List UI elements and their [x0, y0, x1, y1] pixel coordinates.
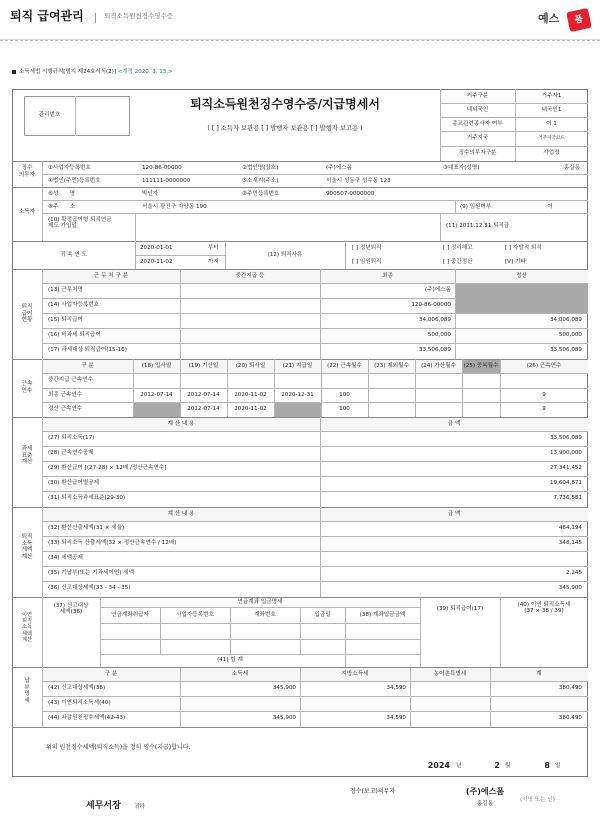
deferral-col-amount: (38) 계좌입금금액 [359, 612, 406, 618]
tax-calc-col-desc: 계 산 내 용 [167, 511, 195, 517]
withholder-type-label: 징수의무자구분 [458, 150, 497, 156]
tax-base-col-amount: 금 액 [447, 421, 461, 427]
payment-income-tax: 345,900 [272, 715, 296, 721]
service-col-years: (26) 근속연수 [526, 363, 562, 369]
withholder-type-value: 사업장 [543, 150, 560, 156]
tax-base-row-label: (29) 환산급여 [(27-28) × 12배 /정산근속연수] [48, 465, 167, 471]
tax-calc-row-label: (36) 신고대상세액(33 - 34 - 35) [48, 585, 131, 591]
issue-month-unit: 월 [505, 763, 511, 769]
retire-pay-section-label: 퇴직 급여 현황 [21, 304, 33, 324]
earner-section-label: 소득자 [18, 209, 36, 215]
payment-income-tax: 345,900 [272, 685, 296, 691]
tax-base-row-amount: 7,736,581 [553, 495, 582, 501]
service-hire-date: 2012-07-14 [140, 392, 173, 398]
reason-retirement-age[interactable]: [ ] 정년퇴직 [352, 245, 382, 251]
tax-calc-row-label: (35) 기납부(또는 기과세이연) 세액 [48, 570, 135, 576]
earner-address-label: ⑧주 소 [48, 204, 76, 210]
service-col-type: 구 분 [81, 363, 94, 369]
pension-plan-label: (10) 확정급여형 퇴직연금 제도 가입일 [48, 217, 112, 230]
period-to-date: 2020-11-02 [140, 259, 173, 265]
service-pay-date: 2020-12-31 [281, 392, 314, 398]
reason-executive[interactable]: [ ] 임원퇴직 [352, 259, 382, 265]
tax-calc-row-amount: 345,900 [558, 585, 582, 591]
period-from-date: 2020-01-01 [140, 245, 173, 251]
issue-month: 2 [494, 761, 500, 770]
pension-plan-date: (11) 2011.12.31.퇴직금 [446, 223, 510, 229]
deferral-col-account: 계좌번호 [254, 612, 276, 618]
logo-badge: 폼 [566, 8, 592, 32]
tax-calc-section-label: 퇴직 소득 세액 계산 [21, 534, 33, 561]
retire-pay-row-label: (13) 근무처명 [48, 287, 83, 293]
deferral-col-39: (39) 퇴직급여(17) [436, 606, 484, 612]
corp-reg-value: 111111-0000000 [142, 178, 191, 184]
earner-resident-label: ⑦주민등록번호 [242, 191, 280, 197]
payment-col-type: 구 분 [104, 671, 118, 677]
retire-pay-final-value: 120-86-00000 [411, 302, 451, 308]
retire-pay-col-final: 최종 [382, 273, 393, 279]
retire-pay-row-label: (15) 퇴직급여 [48, 317, 83, 323]
payment-row-label: (43) 이연퇴직소득세(40) [48, 700, 111, 706]
service-months: 100 [339, 406, 350, 412]
service-col-hire: (18) 입사일 [141, 363, 172, 369]
executive-label: (9) 임원여부 [460, 204, 492, 210]
religious-label: 종교관련종사자 여부 [452, 121, 503, 127]
tax-calc-row-amount: 348,145 [558, 540, 582, 546]
service-months: 100 [339, 392, 350, 398]
brand-logo[interactable] [538, 10, 593, 30]
mgmt-number-label: 관리번호 [38, 112, 61, 118]
shaded-cell [134, 403, 180, 417]
tax-base-col-desc: 계 산 내 용 [167, 421, 195, 427]
earner-name-label: ⑥성 명 [48, 191, 76, 197]
deferral-col-provider: 연금계좌취급자 [111, 612, 149, 618]
retire-pay-row-label: (14) 사업자등록번호 [48, 302, 100, 308]
payment-col-total: 계 [536, 671, 542, 677]
tax-base-row-amount: 27,341,452 [549, 465, 582, 471]
service-start-date: 2012-07-14 [187, 392, 220, 398]
payment-total: 380,490 [558, 715, 582, 721]
retire-pay-final-value: 33,506,089 [418, 347, 451, 353]
ceo-value: 홍길동 [563, 165, 580, 171]
tax-calc-row-amount: 464,194 [558, 525, 582, 531]
service-years: 9 [542, 406, 546, 412]
retire-pay-settle-value: 34,006,089 [549, 317, 582, 323]
logo-text: 예스 [538, 12, 560, 25]
tax-calc-row-label: (33) 퇴직소득 산출세액(32 × 정산근속연수 / 12배) [48, 540, 177, 546]
retire-pay-settle-value: 33,506,089 [549, 347, 582, 353]
revision-note: <개정 2020. 3. 13.> [117, 69, 173, 75]
issue-day: 8 [544, 761, 550, 770]
retire-pay-col-interim: 중간지급 등 [235, 273, 265, 279]
service-col-added: (24) 가산월수 [421, 363, 456, 369]
shaded-cell [275, 403, 321, 417]
tax-base-row-amount: 33,506,089 [549, 435, 582, 441]
payment-col-local-tax: 지방소득세 [341, 671, 369, 677]
nationality-label: 내외국인 [466, 107, 489, 113]
earner-name-value: 박인자 [142, 191, 159, 197]
app-header [0, 0, 600, 40]
issue-year: 2024 [427, 761, 450, 770]
payment-local-tax: 34,590 [386, 685, 406, 691]
withholding-receipt-form [0, 40, 600, 839]
retire-pay-row-label: (16) 비과세 퇴직급여 [48, 332, 101, 338]
residency-value: 거주자1 [541, 93, 562, 99]
service-years: 9 [542, 392, 546, 398]
period-label: 귀 속 연 도 [60, 252, 87, 258]
country-value: 거주지국코드 [538, 136, 565, 141]
payer-company: (주)에스폼 [465, 787, 505, 796]
service-section-label: 근속 연수 [21, 381, 33, 394]
service-col-duplicate: (25) 중복월수 [463, 363, 499, 369]
tax-calc-row-label: (32) 환산산출세액(31 × 세율) [48, 525, 125, 531]
tax-base-section-label: 과세 표준 계산 [21, 446, 33, 466]
form-title: 퇴직소득원천징수영수증/지급명세서 [190, 97, 380, 111]
reason-voluntary[interactable]: [ ] 자발적 퇴직 [505, 245, 542, 251]
deferral-col-bizno: 사업자등록번호 [176, 612, 214, 618]
service-row-label: 최종 근속연수 [48, 392, 83, 398]
deferral-total-label: (41) 합 계 [217, 657, 243, 663]
service-leave-date: 2020-11-02 [234, 392, 267, 398]
tax-base-row-label: (31) 퇴직소득과세표준(29-30) [48, 495, 126, 501]
tax-base-row-amount: 13,900,000 [549, 450, 582, 456]
religious-value: 여 1 [546, 121, 557, 127]
country-label: 거주지국 [466, 135, 489, 141]
period-to-suffix: 까지 [208, 259, 219, 265]
retire-pay-final-value: (주)에스폼 [425, 287, 451, 293]
retire-pay-settle-value: 500,000 [558, 332, 582, 338]
service-start-date: 2012-07-14 [187, 406, 220, 412]
service-col-pay: (21) 지급일 [282, 363, 313, 369]
tax-calc-col-amount: 금 액 [447, 511, 461, 517]
corp-address-label: ⑤소재지(주소) [242, 178, 279, 184]
deferral-col-37: (37) 신고대상 세액(36) [53, 603, 89, 616]
biz-no-label: ①사업자등록번호 [48, 165, 91, 171]
copy-type-options[interactable]: ( [ ] 소득자 보관용 [ ] 발행자 보관용 [ ] 발행자 보고용 ) [207, 125, 363, 132]
deferral-col-40: (40) 이연 퇴직소득세 (37 × 38 / 39) [517, 602, 571, 615]
tax-base-row-amount: 19,604,871 [549, 480, 582, 486]
service-row-label: 중간지급 근속연수 [48, 377, 94, 383]
service-row-label: 정산 근속연수 [48, 406, 83, 412]
form-reference: 소득세법 시행규칙[별지 제24호서식(2)] <개정 2020. 3. 13.> [12, 69, 173, 75]
earner-address-value: 서울시 광진구 자양동 190 [142, 204, 207, 210]
executive-value: 여 [547, 204, 553, 210]
nationality-value: 내국인1 [541, 107, 562, 113]
tax-base-row-label: (30) 환산급여별공제 [48, 480, 100, 486]
payment-section-label: 납 부 명 세 [24, 678, 30, 705]
issue-year-unit: 년 [456, 763, 462, 769]
app-title: 퇴직 급여관리 [10, 9, 84, 23]
retire-pay-row-label: (17) 과세대상 퇴직급여(15-16) [48, 347, 127, 353]
withholder-section-label: 징수 의무자 [18, 165, 36, 178]
shaded-cell [456, 284, 588, 313]
payer-label: 징수(보고)의무자 [350, 788, 396, 795]
deferral-col-date: 입금일 [314, 612, 331, 618]
deferral-account-header: 연금계좌 입금명세 [237, 599, 283, 605]
payer-representative: 홍길동 [476, 801, 494, 807]
breadcrumb: 퇴직소득원천징수영수증 [104, 12, 174, 20]
deferral-section-label: 이연 퇴직 소득 세액 계산 [21, 612, 33, 643]
earner-resident-value: 900507-0000000 [326, 191, 375, 197]
sign-note: (서명 또는 인) [520, 797, 555, 803]
ceo-label: ③대표자(성명) [443, 165, 480, 171]
corp-name-value: (주)에스폼 [326, 165, 352, 171]
retire-pay-final-value: 500,000 [427, 332, 451, 338]
tax-calc-row-amount: 2,245 [565, 570, 582, 576]
service-col-leave: (20) 퇴사일 [235, 363, 266, 369]
tax-calc-row-label: (34) 세액공제 [48, 555, 83, 561]
period-from-suffix: 부터 [208, 245, 219, 251]
payment-row-label: (42) 신고대상세액(36) [48, 685, 106, 691]
retire-pay-col-settle: 정산 [516, 273, 527, 279]
service-col-start: (19) 기산일 [188, 363, 219, 369]
bullet-square-icon [12, 70, 16, 74]
tax-base-row-label: (28) 근속연수공제 [48, 450, 94, 456]
service-leave-date: 2020-11-02 [234, 406, 267, 412]
payment-local-tax: 34,590 [386, 715, 406, 721]
tax-office-suffix: 귀하 [134, 804, 145, 810]
reason-other[interactable]: [V] 기타 [505, 259, 526, 265]
tax-base-row-label: (27) 퇴직소득(17) [48, 435, 95, 441]
retire-reason-label: (12) 퇴직사유 [267, 252, 303, 258]
payment-total: 380,490 [558, 685, 582, 691]
reason-interim[interactable]: [ ] 중간정산 [443, 259, 473, 265]
service-col-excluded: (23) 제외월수 [374, 363, 409, 369]
reason-layoff[interactable]: [ ] 정리해고 [443, 245, 473, 251]
residency-label: 거주구분 [466, 93, 489, 99]
retire-pay-final-value: 34,006,089 [418, 317, 451, 323]
tax-office-title: 세무서장 [86, 801, 121, 811]
header-divider [95, 13, 96, 23]
corp-reg-label: ④법인(주민)등록번호 [48, 178, 101, 184]
payment-col-income-tax: 소득세 [231, 671, 249, 677]
payment-col-rural-tax: 농어촌특별세 [433, 671, 467, 677]
issue-day-unit: 일 [555, 763, 561, 769]
corp-name-label: ②법인명(상호) [242, 165, 279, 171]
receipt-statement: 위의 원천징수세액(퇴직소득)을 정히 영수(지급)합니다. [46, 744, 191, 751]
retire-pay-col-workplace: 근 무 처 구 분 [93, 273, 129, 279]
service-col-months: (22) 근속월수 [327, 363, 362, 369]
corp-address-value: 서울시 성동구 성수동 123 [326, 178, 391, 184]
biz-no-value: 120-86-00000 [142, 165, 182, 171]
payment-row-label: (44) 차감원천징수세액(42-43) [48, 715, 126, 721]
